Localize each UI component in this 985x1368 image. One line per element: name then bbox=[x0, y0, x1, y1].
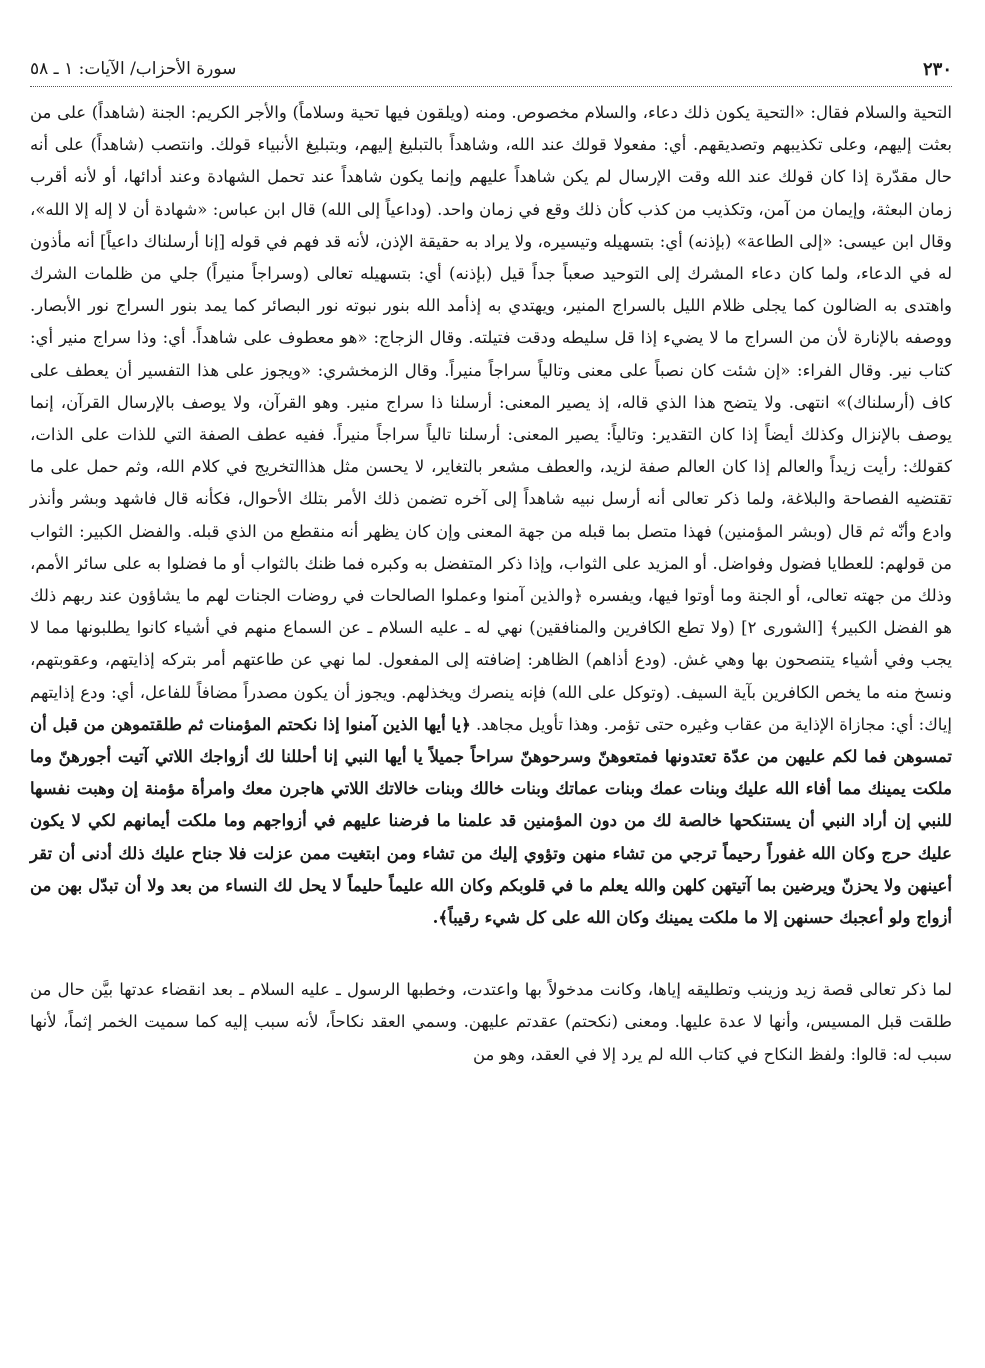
page-content bbox=[30, 97, 952, 1071]
quran-passage: ﴿يا أيها الذين آمنوا إذا نكحتم المؤمنات ثم طلقتموهن من قبل أن تمسوهن فما لكم عليهن من عدّة تعتدونها فمتعوهنّ وسرحوهنّ سراحاً جميلاً يا أيها النبي إنا أحللنا لك أزواجك اللاتي آتيت أجورهنّ وما ملكت يمينك مما أفاء الله عليك وبنات عمك وبنات عماتك وبنات خالك وبنات خالاتك اللاتي هاجرن معك وامرأة مؤمنة إن وهبت نفسها للنبي إن أراد النبي أن يستنكحها خالصة لك من دون المؤمنين قد علمنا ما فرضنا عليهم في أزواجهم وما ملكت أيمانهم لكي لا يكون عليك حرج وكان الله غفوراً رحيماً ترجي من تشاء منهن وتؤوي إليك من تشاء ومن ابتغيت ممن عزلت فلا جناح عليك ذلك أدنى أن تقر أعينهن ولا يحزنّ ويرضين بما آتيتهن كلهن والله يعلم ما في قلوبكم وكان الله عليماً حليماً لا يحل لك النساء من بعد ولا أن تبدّل بهن من أزواج ولو أعجبك حسنهن إلا ما ملكت يمينك وكان الله على كل شيء رقيباً﴾. bbox=[30, 714, 952, 928]
page-number: ٢٣٠ bbox=[922, 58, 952, 80]
commentary-paragraph bbox=[30, 97, 952, 934]
paragraph-gap bbox=[30, 934, 952, 974]
commentary-text: التحية والسلام فقال: «التحية يكون ذلك دعاء، والسلام مخصوص. ومنه (ويلقون فيها تحية وسلاماً) والأجر الكريم: الجنة (شاهداً) على من بعثت إليهم، وعلى تكذيبهم وتصديقهم. أي: مفعولا قولك عند الله، وشاهداً بالتبليغ إليهم، وبتبليغ الأنبياء قولك. وانتصب (شاهداً) على أنه حال مقدّرة إذا كان قولك عند الله وقت الإرسال لم يكن شاهداً عليهم وإنما يكون شاهداً عند تحمل الشهادة وعند أدائها، أو لأنه أقرب زمان البعثة، وإيمان من آمن، وتكذيب من كذب كأن ذلك وقع في زمان واحد. (وداعياً إلى الله) قال ابن عباس: «شهادة أن لا إله إلا الله»، وقال ابن عيسى: «إلى الطاعة» (بإذنه) أي: بتسهيله وتيسيره، ولا يراد به حقيقة الإذن، لأنه قد فهم في قوله [إنا أرسلناك داعياً] أنه مأذون له في الدعاء، ولما كان دعاء المشرك إلى التوحيد صعباً جداً قيل (بإذنه) أي: بتسهيله تعالى (وسراجاً منيراً) جلي من ظلمات الشرك واهتدى به الضالون كما يجلى ظلام الليل بالسراج المنير، ويهتدي به إذأمد الله بنور نبوته نور البصائر كما يمد بنور السراج نور الأبصار. ووصفه بالإنارة لأن من السراج ما لا يضيء إذا قل سليطه ودقت فتيلته. وقال الزجاج: «هو معطوف على شاهداً. أي: وذا سراج منير أي: كتاب نير. وقال الفراء: «إن شئت كان نصباً على معنى وتالياً سراجاً منيراً. وقال الزمخشري: «ويجوز على هذا التفسير أن يعطف على كاف (أرسلناك)» انتهى. ولا يتضح هذا الذي قاله، إذ يصير المعنى: أرسلنا ذا سراج منير. وهو القرآن، ولا يوصف بالإرسال القرآن، إنما يوصف بالإنزال وكذلك أيضاً إذا كان التقدير: وتالياً: يصير المعنى: أرسلنا تالياً سراجاً منيراً. ففيه عطف الصفة التي للذات على الذات، كقولك: رأيت زيداً والعالم إذا كان العالم صفة لزيد، والعطف مشعر بالتغاير، لا يحسن مثل هذاالتخريج في كلام الله، وثم حمل على ما تقتضيه الفصاحة والبلاغة، ولما ذكر تعالى أنه أرسل نبيه شاهداً إلى آخره تضمن ذلك الأمر بتلك الأحوال، فكأنه قال فاشهد وبشر وأنذر وادع وأنّه ثم قال (وبشر المؤمنين) فهذا متصل بما قبله من جهة المعنى وإن كان يظهر أنه منقطع من الذي قبله. والفضل الكبير: الثواب من قولهم: للعطايا فضول وفواضل. أو المزيد على الثواب، وإذا ذكر المتفضل به وكبره فما ظنك بالثواب أو ما فضلوا به على سائر الأمم، وذلك من جهته تعالى، أو الجنة وما أوتوا فيها، ويفسره ﴿والذين آمنوا وعملوا الصالحات في روضات الجنات لهم ما يشاؤون عند ربهم ذلك هو الفضل الكبير﴾ [الشورى ٢] (ولا تطع الكافرين والمنافقين) نهي له ـ عليه السلام ـ عن السماع منهم في أشياء كانوا يطلبونها مما لا يجب وفي أشياء يتنصحون بها وهي غش. (ودع أذاهم) الظاهر: إضافته إلى المفعول. لما نهي عن طاعتهم أمر بتركه إذايتهم، وعقوبتهم، ونسخ منه ما يخص الكافرين بآية السيف. (وتوكل على الله) فإنه ينصرك ويخذلهم. ويجوز أن يكون مصدراً مضافاً للفاعل، أي: ودع إذايتهم إياك: أي: مجازاة الإذاية من عقاب وغيره حتى تؤمر. وهذا تأويل مجاهد. bbox=[30, 103, 952, 734]
page-header bbox=[30, 52, 952, 87]
running-title: سورة الأحزاب/ الآيات: ١ ـ ٥٨ bbox=[30, 59, 237, 79]
book-page bbox=[30, 52, 952, 1352]
commentary-paragraph-2: لما ذكر تعالى قصة زيد وزينب وتطليقه إياها، وكانت مدخولاً بها واعتدت، وخطبها الرسول ـ عليه السلام ـ بعد انقضاء عدتها بيَّن حال من طلقت قبل المسيس، وأنها لا عدة عليها. ومعنى (نكحتم) عقدتم عليهن. وسمي العقد نكاحاً، لأنه سبب إليه كما سميت الخمر إثماً، لأنها سبب له: قالوا: ولفظ النكاح في كتاب الله لم يرد إلا في العقد، وهو من bbox=[30, 980, 952, 1064]
